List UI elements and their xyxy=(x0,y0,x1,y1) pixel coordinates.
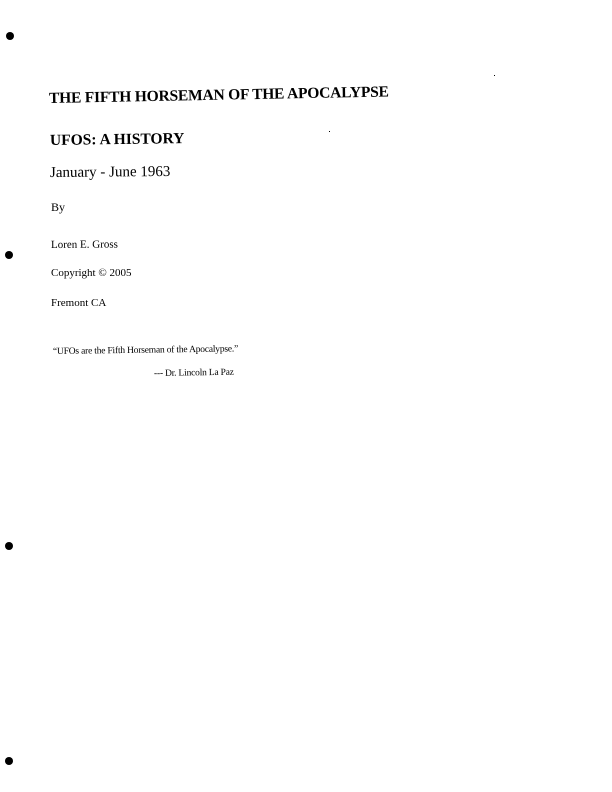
scan-speck xyxy=(329,131,330,132)
epigraph-attribution: --- Dr. Lincoln La Paz xyxy=(153,367,234,379)
document-subtitle: UFOS: A HISTORY xyxy=(49,130,185,149)
binder-hole-mark xyxy=(5,757,13,765)
binder-hole-mark xyxy=(5,542,13,550)
copyright-line: Copyright © 2005 xyxy=(51,267,132,279)
binder-hole-mark xyxy=(5,251,13,259)
date-range: January - June 1963 xyxy=(49,163,171,181)
scan-speck xyxy=(494,75,495,76)
location-line: Fremont CA xyxy=(51,297,107,309)
document-title: THE FIFTH HORSEMAN OF THE APOCALYPSE xyxy=(48,83,389,107)
binder-hole-mark xyxy=(6,32,14,40)
by-label: By xyxy=(51,200,66,214)
author-name: Loren E. Gross xyxy=(50,238,118,251)
epigraph-quote: “UFOs are the Fifth Horseman of the Apocalypse.” xyxy=(52,344,239,357)
